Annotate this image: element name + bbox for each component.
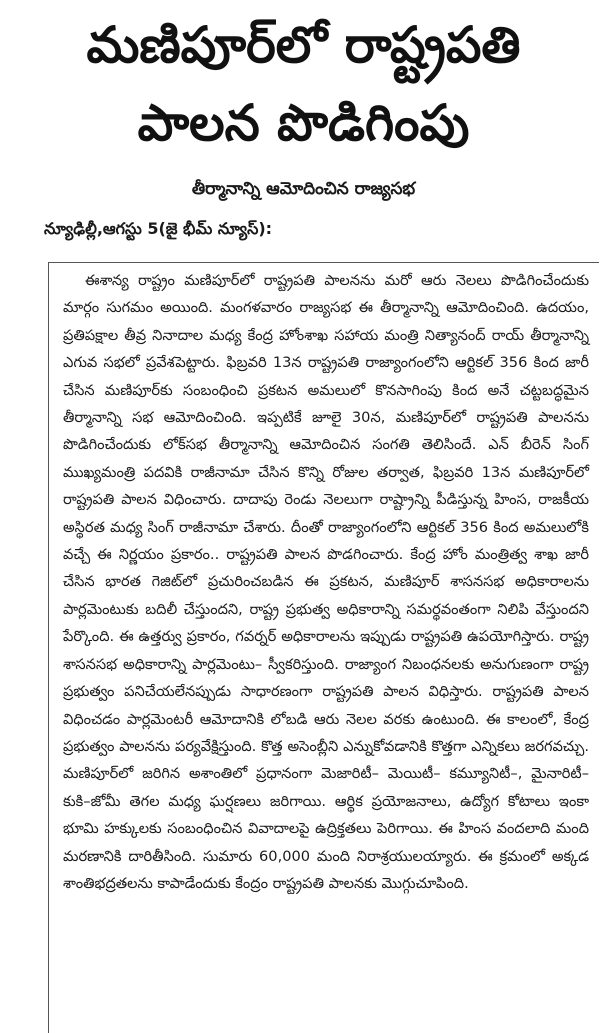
headline-line-1: మణిపూర్‌లో రాష్ట్రపతి <box>86 16 521 74</box>
subheadline: తీర్మానాన్ని ఆమోదించిన రాజ్యసభ <box>191 179 416 199</box>
headline-line-2: పాలన పొడిగింపు <box>137 94 470 152</box>
article-body-box <box>48 262 599 1033</box>
dateline: న్యూఢిల్లీ,ఆగస్టు 5(జై భీమ్ న్యూస్): <box>44 219 273 238</box>
article-body-text: ఈశాన్య రాష్ట్రం మణిపూర్‌లో రాష్ట్రపతి పాలనను మరో ఆరు నెలలు పొడిగించేందుకు మార్గం సుగమం అయింది. మంగళవారం రాజ్యసభ ఈ తీర్మానాన్ని ఆమోదించింది. ఉదయం, ప్రతిపక్షాల తీవ్ర నినాదాల మధ్య కేంద్ర హోంశాఖ సహాయ మంత్రి నిత్యానంద్ రాయ్ తీర్మానాన్ని ఎగువ సభలో ప్రవేశపెట్టారు. ఫిబ్రవరి 13న రాష్ట్రపతి రాజ్యాంగంలోని ఆర్టికల్ 356 కింద జారీ చేసిన మణిపూర్‌కు సంబంధించి ప్రకటన అమలులో కొనసాగింపు కింద అనే చట్టబద్ధమైన తీర్మానాన్ని సభ ఆమోదించింది. ఇప్పటికే జూలై 30న, మణిపూర్‌లో రాష్ట్రపతి పాలనను పొడిగించేందుకు లోక్‌సభ తీర్మానాన్ని ఆమోదించిన సంగతి తెలిసిందే. ఎన్ బీరెన్ సింగ్ ముఖ్యమంత్రి పదవికి రాజీనామా చేసిన కొన్ని రోజుల తర్వాత, ఫిబ్రవరి 13న మణిపూర్‌లో రాష్ట్రపతి పాలన విధించారు. దాదాపు రెండు నెలలుగా రాష్ట్రాన్ని పీడిస్తున్న హింస, రాజకీయ అస్థిరత మధ్య సింగ్ రాజీనామా చేశారు. దీంతో రాజ్యాంగంలోని ఆర్టికల్ 356 కింద అమలులోకి వచ్చే ఈ నిర్ణయం ప్రకారం.. రాష్ట్రపతి పాలన పొడగించారు. కేంద్ర హోం మంత్రిత్వ శాఖ జారీ చేసిన భారత గెజిట్‌లో ప్రచురించబడిన ఈ ప్రకటన, మణిపూర్ శాసనసభ అధికారాలను పార్లమెంటుకు బదిలీ చేస్తుందని, రాష్ట్ర ప్రభుత్వ అధికారాన్ని సమర్థవంతంగా నిలిపి వేస్తుందని పేర్కొంది. ఈ ఉత్తర్వు ప్రకారం, గవర్నర్ అధికారాలను ఇప్పుడు రాష్ట్రపతి ఉపయోగిస్తారు. రాష్ట్ర శాసనసభ అధికారాన్ని పార్లమెంటు– స్వీకరిస్తుంది. రాజ్యాంగ నిబంధనలకు అనుగుణంగా రాష్ట్ర ప్రభుత్వం పనిచేయలేనప్పుడు సాధారణంగా రాష్ట్రపతి పాలన విధిస్తారు. రాష్ట్రపతి పాలన విధించడం పార్లమెంటరీ ఆమోదానికి లోబడి ఆరు నెలల వరకు ఉంటుంది. ఈ కాలంలో, కేంద్ర ప్రభుత్వం పాలనను పర్యవేక్షిస్తుంది. కొత్త అసెంబ్లీని ఎన్నుకోవడానికి కొత్తగా ఎన్నికలు జరగవచ్చు. మణిపూర్‌లో జరిగిన అశాంతిలో ప్రధానంగా మెజారిటీ– మెయిటీ– కమ్యూనిటీ–, మైనారిటీ– కుకి–జోమీ తెగల మధ్య ఘర్షణలు జరిగాయి. ఆర్థిక ప్రయోజనాలు, ఉద్యోగ కోటాలు ఇంకా భూమి హక్కులకు సంబంధించిన వివాదాలపై ఉద్రిక్తతలు పెరిగాయి. ఈ హింస వందలాది మంది మరణానికి దారితీసింది. సుమారు 60,000 మంది నిరాశ్రయులయ్యారు. ఈ క్రమంలో అక్కడ శాంతిభద్రతలను కాపాడేందుకు కేంద్రం రాష్ట్రపతి పాలనకు మొగ్గుచూపింది. <box>63 272 589 892</box>
headline <box>0 0 607 162</box>
